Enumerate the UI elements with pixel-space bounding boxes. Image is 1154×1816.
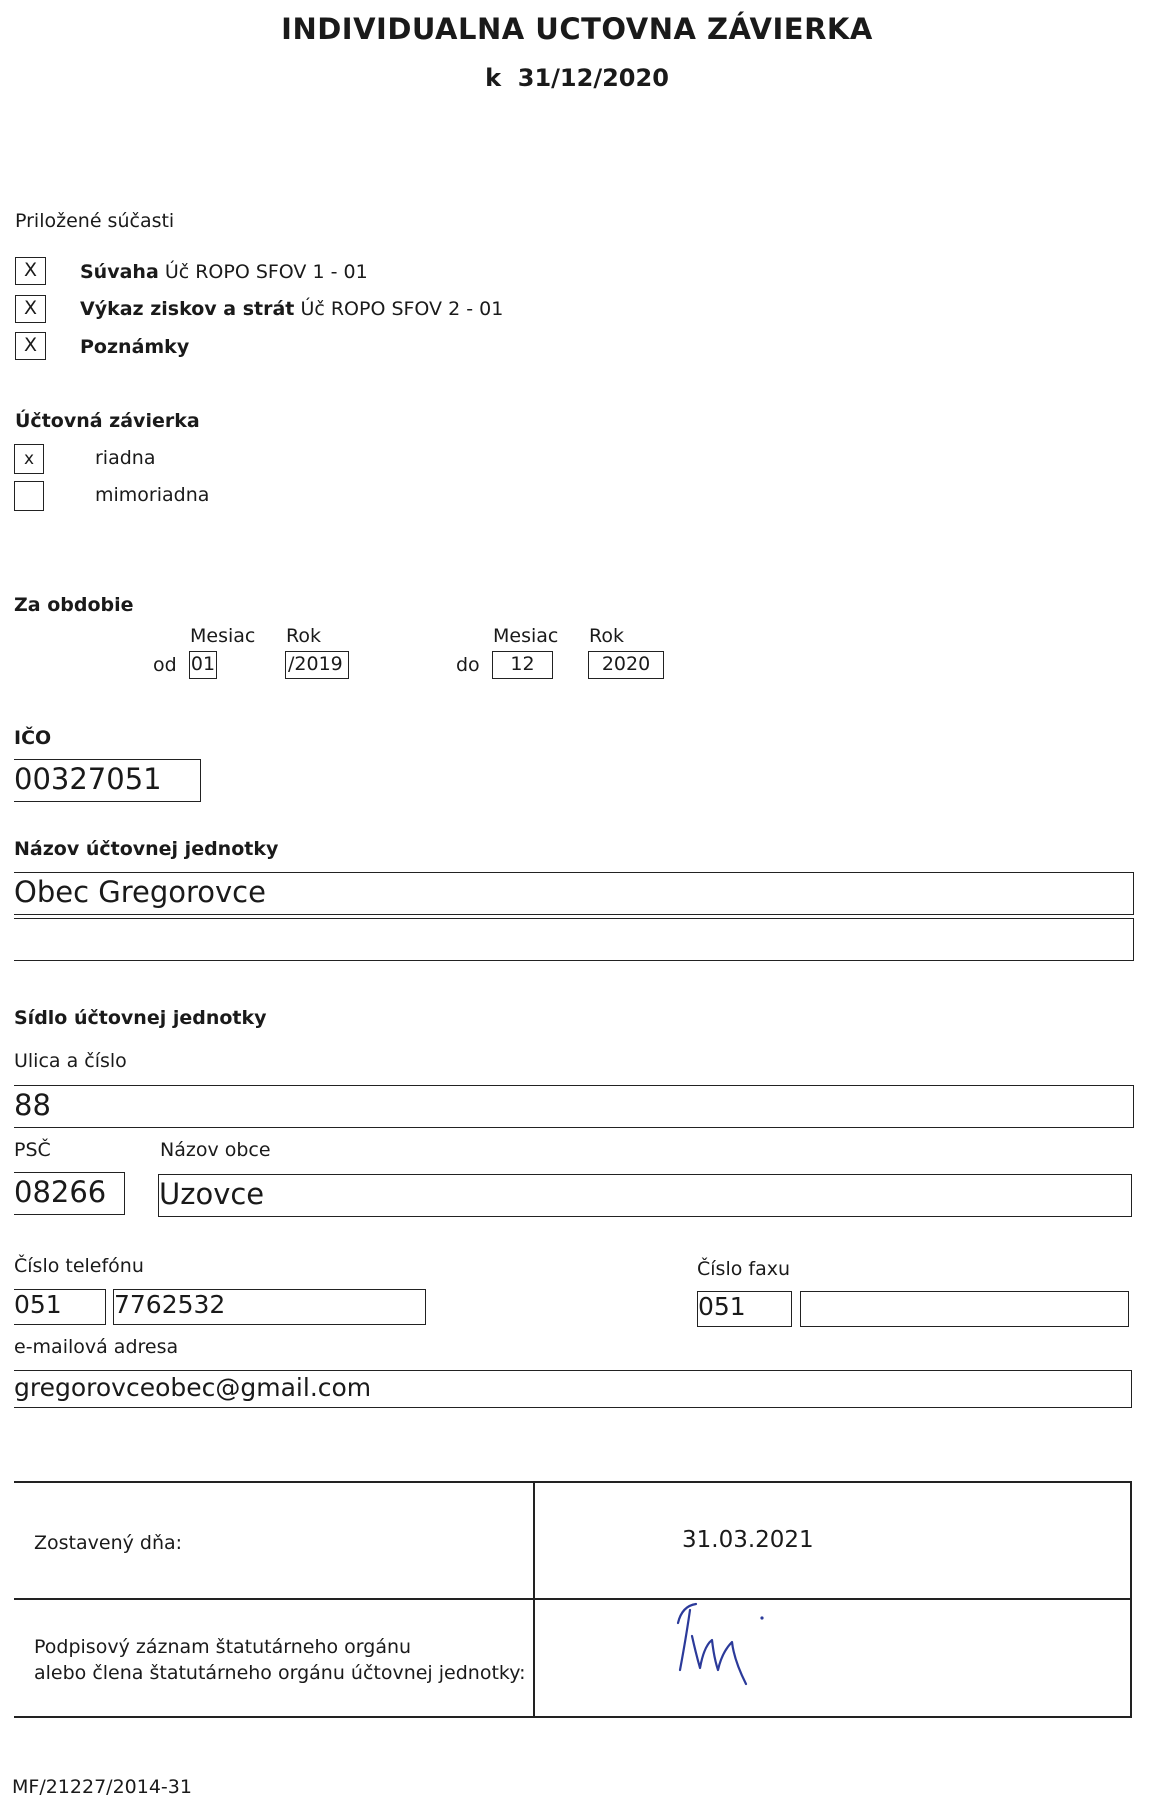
entity-name-label: Názov účtovnej jednotky — [14, 838, 279, 860]
document-date: k 31/12/2020 — [485, 64, 669, 92]
from-month-field[interactable]: 01 — [189, 651, 217, 679]
city-label: Názov obce — [160, 1139, 271, 1161]
handwritten-signature — [660, 1598, 780, 1698]
entity-name-field-line1[interactable]: Obec Gregorovce — [14, 872, 1134, 915]
attachment-poznamky: Poznámky — [80, 336, 190, 358]
table-column-divider — [533, 1481, 535, 1718]
attachment-name: Súvaha — [80, 261, 159, 283]
statement-type-label-riadna: riadna — [95, 447, 156, 469]
attachment-checkbox-suvaha[interactable]: X — [15, 257, 46, 285]
phone-number-field[interactable]: 7762532 — [113, 1289, 426, 1325]
to-month-field[interactable]: 12 — [492, 651, 553, 679]
from-year-label: Rok — [286, 625, 321, 647]
attachment-checkbox-vykaz[interactable]: X — [15, 295, 46, 323]
table-right-border — [1130, 1481, 1132, 1718]
table-bottom-border — [14, 1716, 1132, 1718]
attachment-name: Výkaz ziskov a strát — [80, 298, 295, 320]
compiled-label: Zostavený dňa: — [34, 1532, 183, 1554]
psc-field[interactable]: 08266 — [14, 1172, 125, 1215]
to-label: do — [456, 654, 480, 676]
city-field[interactable]: Uzovce — [158, 1174, 1132, 1217]
phone-label: Číslo telefónu — [14, 1255, 144, 1277]
statement-type-label-mimoriadna: mimoriadna — [95, 484, 210, 506]
from-year-field[interactable]: /2019 — [285, 651, 349, 679]
attachment-checkbox-poznamky[interactable]: X — [15, 332, 46, 360]
document-title: INDIVIDUALNA UCTOVNA ZÁVIERKA — [281, 12, 873, 46]
street-field[interactable]: 88 — [14, 1085, 1134, 1128]
statement-type-heading: Účtovná závierka — [15, 410, 200, 432]
ico-label: IČO — [14, 727, 52, 749]
to-year-field[interactable]: 2020 — [588, 651, 664, 679]
email-field[interactable]: gregorovceobec@gmail.com — [14, 1370, 1132, 1408]
email-label: e-mailová adresa — [14, 1336, 179, 1358]
to-year-label: Rok — [589, 625, 624, 647]
from-month-label: Mesiac — [190, 625, 256, 647]
street-label: Ulica a číslo — [14, 1050, 127, 1072]
table-top-border — [14, 1481, 1132, 1483]
attachments-heading: Priložené súčasti — [15, 210, 175, 232]
from-label: od — [153, 654, 177, 676]
statement-type-checkbox-riadna[interactable]: x — [14, 444, 44, 474]
to-month-label: Mesiac — [493, 625, 559, 647]
address-heading: Sídlo účtovnej jednotky — [14, 1007, 267, 1029]
statement-type-checkbox-mimoriadna[interactable] — [14, 481, 44, 511]
signature-label-line1: Podpisový záznam štatutárneho orgánu — [34, 1636, 412, 1658]
table-middle-border — [14, 1598, 1132, 1600]
attachment-code: Úč ROPO SFOV 1 - 01 — [164, 261, 368, 283]
attachment-code: Úč ROPO SFOV 2 - 01 — [300, 298, 504, 320]
compiled-date: 31.03.2021 — [682, 1527, 814, 1553]
phone-prefix-field[interactable]: 051 — [14, 1289, 106, 1325]
signature-label-line2: alebo člena štatutárneho orgánu účtovnej jednotky: — [34, 1662, 526, 1684]
entity-name-field-line2[interactable] — [14, 918, 1134, 961]
ico-field[interactable]: 00327051 — [14, 759, 201, 802]
fax-prefix-field[interactable]: 051 — [697, 1291, 792, 1327]
fax-number-field[interactable] — [800, 1291, 1129, 1327]
attachment-vykaz — [80, 298, 503, 320]
fax-label: Číslo faxu — [697, 1258, 791, 1280]
period-heading: Za obdobie — [14, 594, 134, 616]
attachment-suvaha — [80, 261, 368, 283]
footer-reference: MF/21227/2014-31 — [12, 1776, 192, 1798]
psc-label: PSČ — [14, 1139, 51, 1161]
